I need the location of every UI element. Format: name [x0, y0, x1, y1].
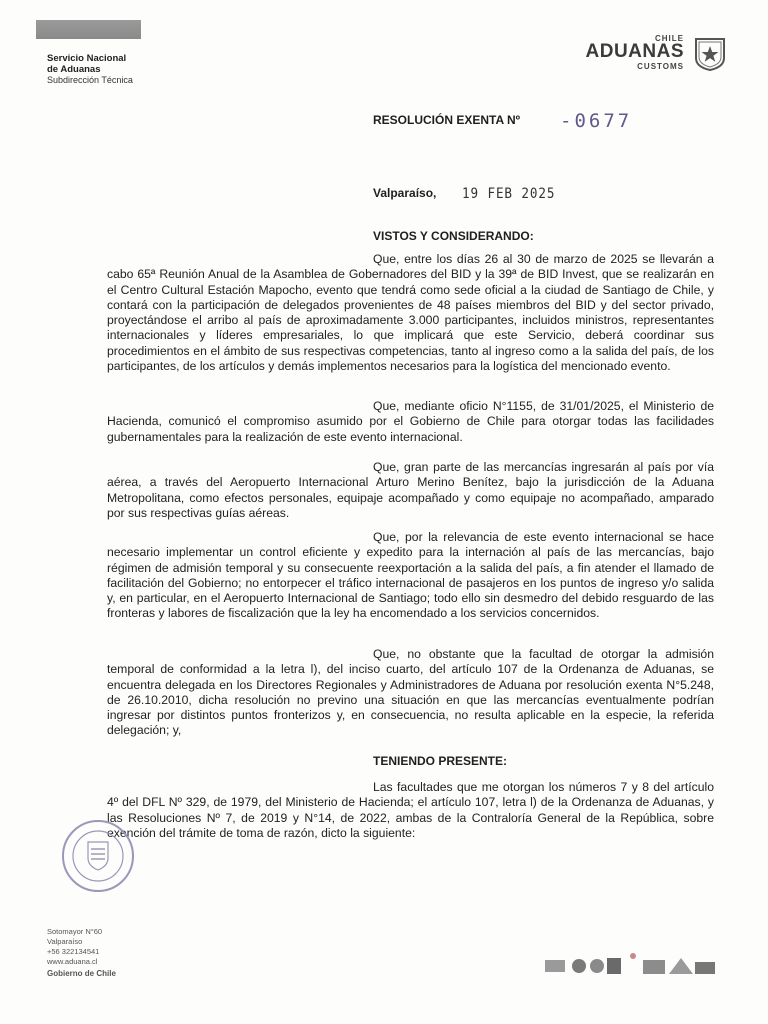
footer-contact — [47, 927, 116, 979]
paragraph: Que, gran parte de las mercancías ingresarán al país por vía aérea, a través del Aeropuerto Internacional Arturo Merino Benítez, bajo la jurisdicción de la Aduana Metropolitana, como efectos personales, equipaje acompañado y como equipaje no acompañado, amparado por sus respectivas guías aéreas. — [107, 460, 714, 520]
org-block — [47, 53, 133, 86]
footer-phone: +56 322134541 — [47, 947, 100, 956]
org-subdivision: Subdirección Técnica — [47, 75, 133, 85]
resolution-number: -0677 — [560, 110, 633, 132]
org-name-line-1: Servicio Nacional — [47, 53, 127, 64]
logo-country: CHILE — [655, 34, 684, 43]
org-name-line-2: de Aduanas — [47, 64, 101, 75]
footer-decoration — [545, 940, 720, 980]
shield-icon — [692, 36, 728, 72]
logo-sub: CUSTOMS — [637, 62, 684, 71]
place: Valparaíso, — [373, 186, 437, 200]
logo-main: ADUANAS — [585, 41, 684, 62]
heading-teniendo: TENIENDO PRESENTE: — [373, 754, 508, 768]
resolution-label: RESOLUCIÓN EXENTA Nº — [373, 113, 521, 127]
aduanas-logo — [568, 34, 728, 74]
paragraph: Que, por la relevancia de este evento internacional se hace necesario implementar un control eficiente y expedito para la internación al país de las mercancías, bajo régimen de admisión temporal y su consecuente reexportación a la salida del país, a fin atender el llamado de facilitación del Gobierno; no entorpecer el tráfico internacional de pasajeros en los puntos de ingreso y/o salida y, en particular, en el Aeropuerto Internacional de Santiago; todo ello sin desmedro del debido resguardo de las fronteras y labores de fiscalización que la ley ha encomendado a los servicios concernidos. — [107, 530, 714, 621]
footer-web: www.aduana.cl — [47, 957, 98, 966]
government-bar — [36, 20, 141, 39]
date-stamp: 19 FEB 2025 — [462, 186, 556, 202]
paragraph: Que, entre los días 26 al 30 de marzo de 2025 se llevarán a cabo 65ª Reunión Anual de la Asamblea de Gobernadores del BID y la 39ª de BID Invest, que se realizarán en el Centro Cultural Estación Mapocho, evento que tendrá como sede oficial a la ciudad de Santiago de Chile, y contará con la participación de delegados provenientes de 48 países miembros del BID y del sector privado, proyectándose el arribo al país de aproximadamente 3.000 participantes, incluidos ministros, representantes internacionales y líderes empresariales, lo que implicará que este Servicio, deberá coordinar sus procedimientos en el ámbito de sus respectivas competencias, tanto al ingreso como a la salida del país, de los participantes, de los artículos y demás implementos necesarios para la logística del mencionado evento. — [107, 252, 714, 374]
footer-address: Sotomayor N°60 — [47, 927, 103, 936]
footer-city: Valparaíso — [47, 937, 83, 946]
footer-gov: Gobierno de Chile — [47, 969, 116, 978]
paragraph: Que, no obstante que la facultad de otorgar la admisión temporal de conformidad a la letra l), del inciso cuarto, del artículo 107 de la Ordenanza de Aduanas, se encuentra delegada en los Directores Regionales y Administradores de Aduana por resolución exenta N°5.248, de 26.10.2010, dicha resolución no previno una situación en que las mercancías eventualmente podrían ingresar por distintos puntos fronterizos y, en consecuencia, no resulta aplicable en la especie, la referida delegación; y, — [107, 647, 714, 738]
heading-vistos: VISTOS Y CONSIDERANDO: — [373, 229, 534, 243]
paragraph: Que, mediante oficio N°1155, de 31/01/2025, el Ministerio de Hacienda, comunicó el compromiso asumido por el Gobierno de Chile para otorgar todas las facilidades gubernamentales para la realización de este evento internacional. — [107, 399, 714, 444]
official-stamp — [60, 818, 136, 894]
paragraph: Las facultades que me otorgan los números 7 y 8 del artículo 4º del DFL Nº 329, de 1979, del Ministerio de Hacienda; el artículo 107, letra l) de la Ordenanza de Aduanas, y las Resoluciones Nº 7, de 2019 y N°14, de 2022, ambas de la Contraloría General de la República, sobre exención del trámite de toma de razón, dicto la siguiente: — [107, 780, 714, 840]
